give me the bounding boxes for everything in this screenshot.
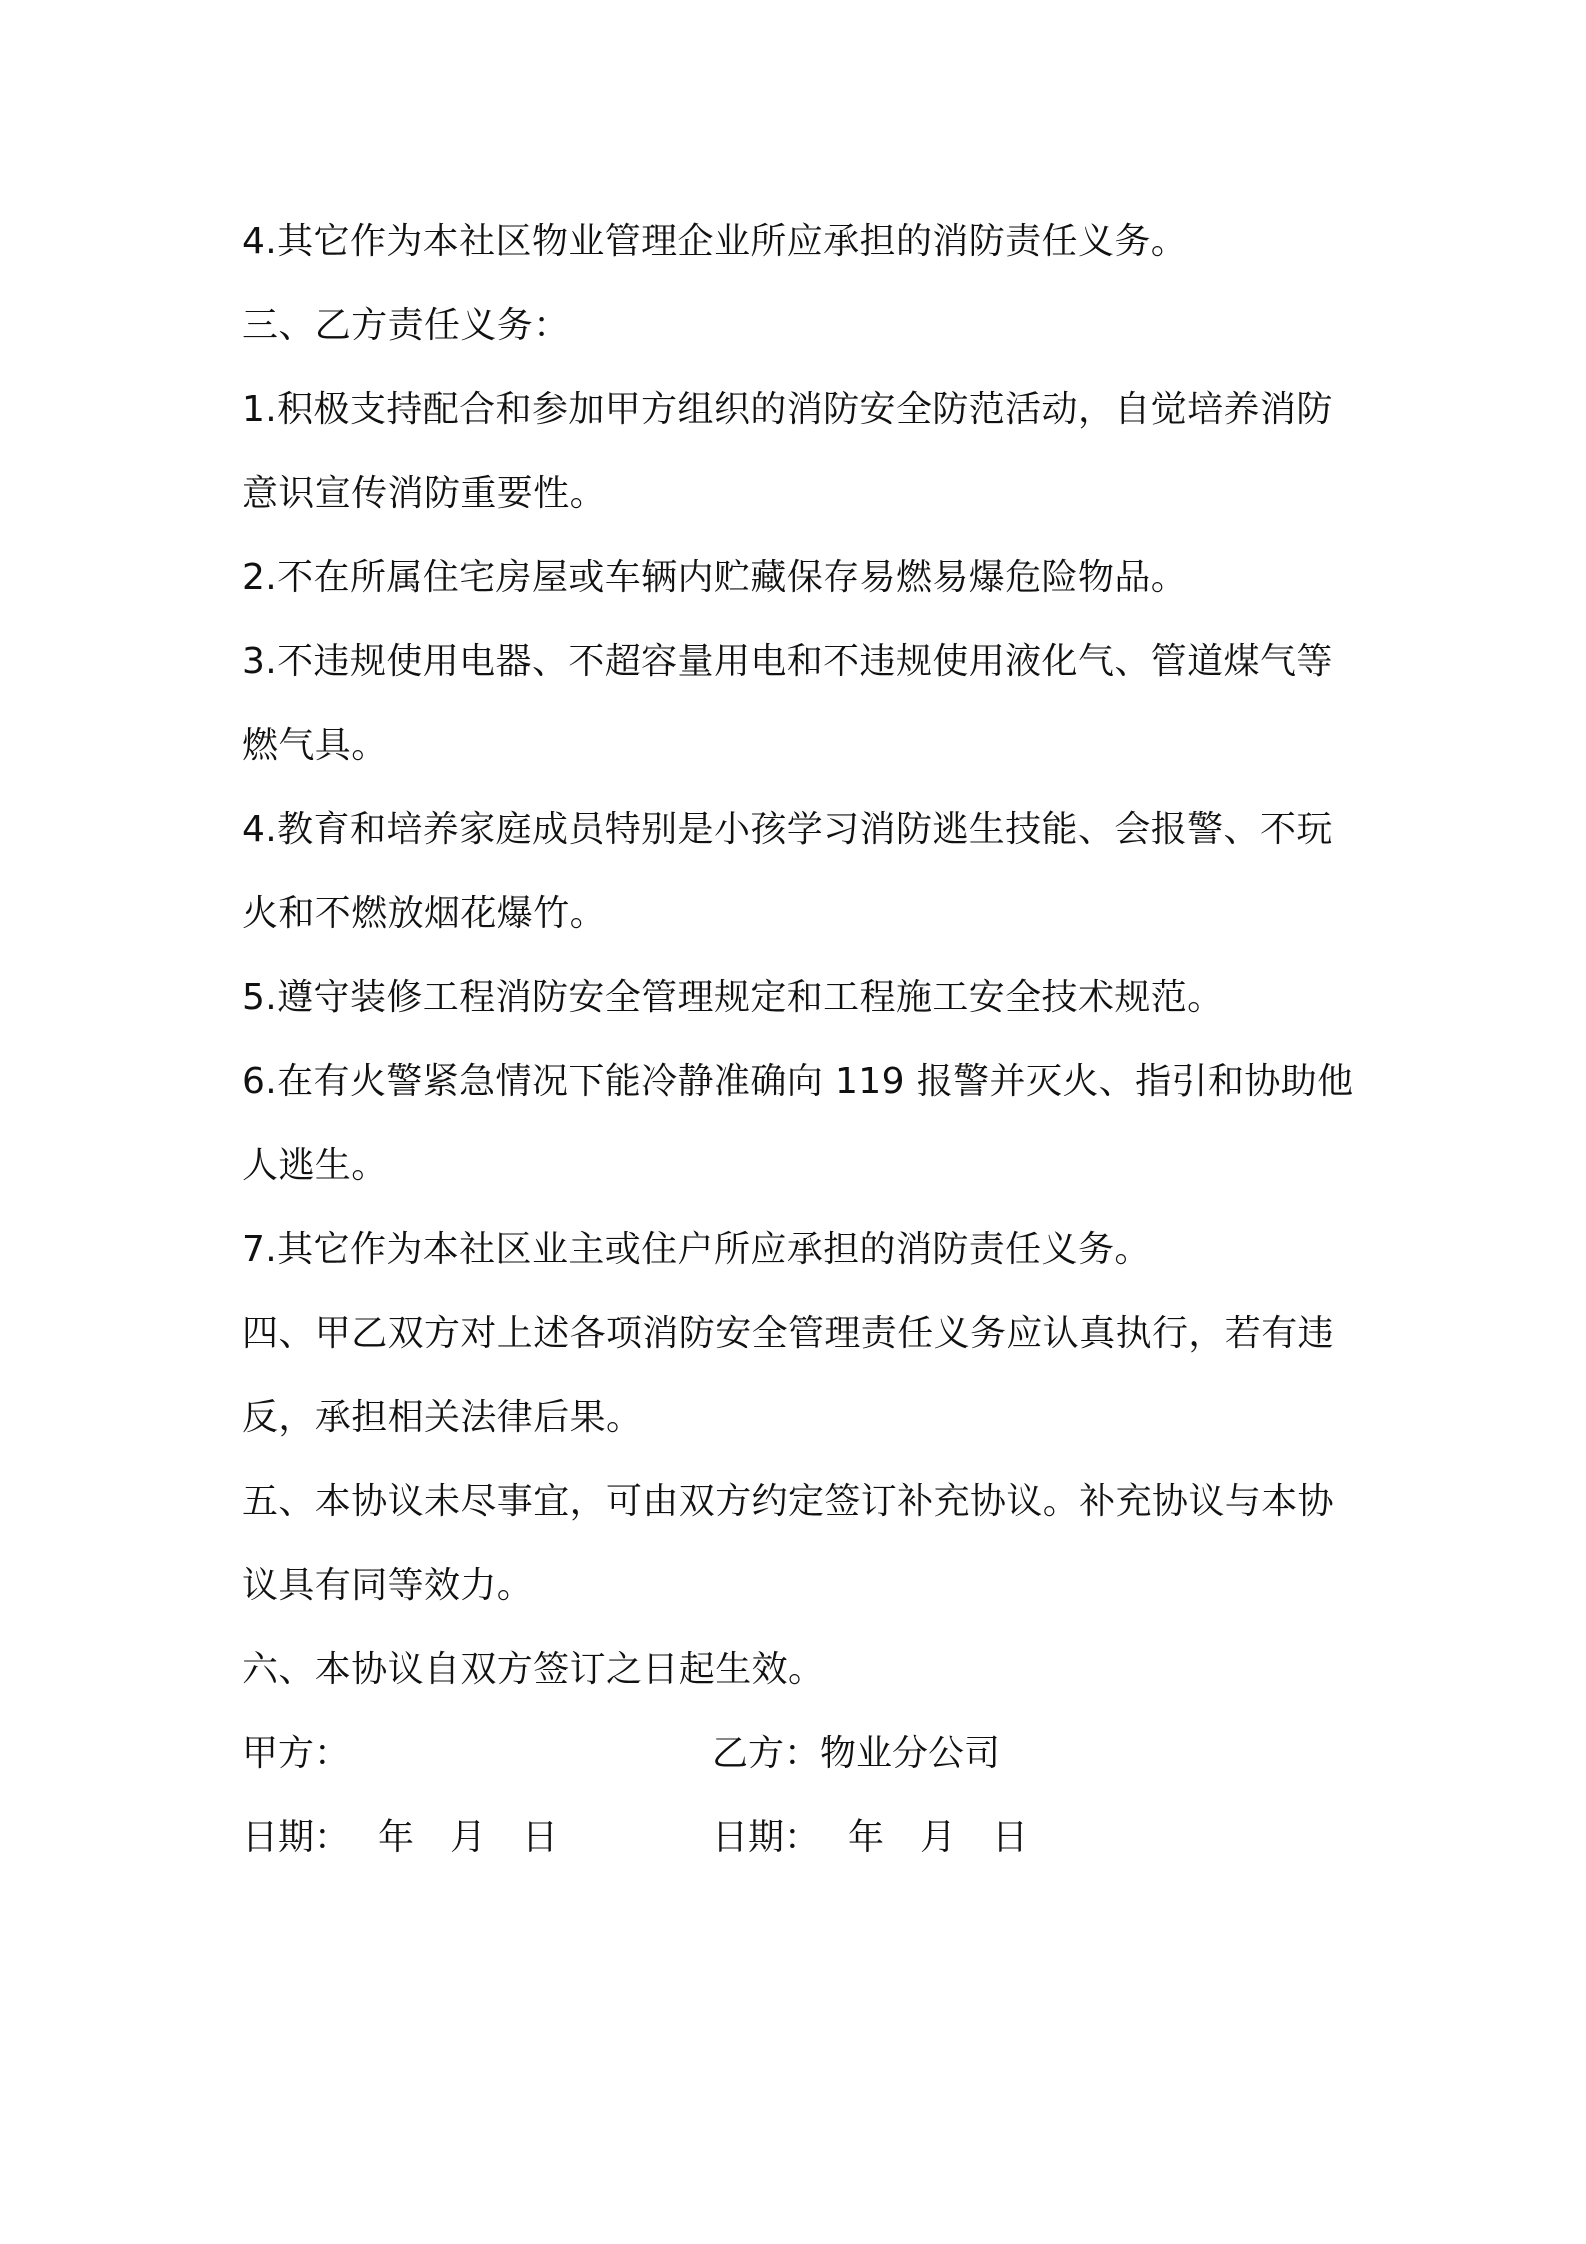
paragraph-line: 3.不违规使用电器、不超容量用电和不违规使用液化气、管道煤气等 [242, 641, 1333, 682]
document-body [242, 200, 1362, 1880]
party-b-date [712, 1796, 1028, 1880]
paragraph-line: 议具有同等效力。 [242, 1565, 534, 1606]
section-paragraph-line: 六、本协议自双方签订之日起生效。 [242, 1649, 825, 1690]
signature-date-row [242, 1796, 1362, 1880]
party-b-signature [712, 1712, 1000, 1796]
year-unit: 年 [378, 1817, 415, 1858]
date-label: 日期： [712, 1817, 821, 1858]
paragraph-line: 火和不燃放烟花爆竹。 [242, 893, 607, 934]
signature-party-row [242, 1712, 1362, 1796]
paragraph-line: 2.不在所属住宅房屋或车辆内贮藏保存易燃易爆危险物品。 [242, 557, 1188, 598]
party-b-label: 乙方： [712, 1733, 821, 1774]
date-label: 日期： [242, 1817, 351, 1858]
paragraph-line: 7.其它作为本社区业主或住户所应承担的消防责任义务。 [242, 1229, 1151, 1270]
year-unit: 年 [848, 1817, 885, 1858]
paragraph-line: 人逃生。 [242, 1145, 388, 1186]
day-unit: 日 [522, 1817, 559, 1858]
party-a-label: 甲方： [242, 1733, 351, 1774]
paragraph-line: 4.其它作为本社区物业管理企业所应承担的消防责任义务。 [242, 221, 1188, 262]
paragraph-line: 6.在有火警紧急情况下能冷静准确向 119 报警并灭火、指引和协助他 [242, 1061, 1354, 1102]
paragraph-line: 5.遵守装修工程消防安全管理规定和工程施工安全技术规范。 [242, 977, 1224, 1018]
section-heading: 三、乙方责任义务： [242, 305, 570, 346]
party-b-value: 物业分公司 [820, 1733, 1001, 1774]
paragraph-line: 燃气具。 [242, 725, 388, 766]
paragraph-line: 4.教育和培养家庭成员特别是小孩学习消防逃生技能、会报警、不玩 [242, 809, 1333, 850]
month-unit: 月 [450, 1817, 487, 1858]
section-paragraph-line: 四、甲乙双方对上述各项消防安全管理责任义务应认真执行，若有违 [242, 1313, 1335, 1354]
day-unit: 日 [992, 1817, 1029, 1858]
month-unit: 月 [920, 1817, 957, 1858]
paragraph-line: 1.积极支持配合和参加甲方组织的消防安全防范活动，自觉培养消防 [242, 389, 1333, 430]
paragraph-line: 反，承担相关法律后果。 [242, 1397, 643, 1438]
party-a-date [242, 1796, 558, 1880]
section-paragraph-line: 五、本协议未尽事宜，可由双方约定签订补充协议。补充协议与本协 [242, 1481, 1335, 1522]
paragraph-line: 意识宣传消防重要性。 [242, 473, 607, 514]
